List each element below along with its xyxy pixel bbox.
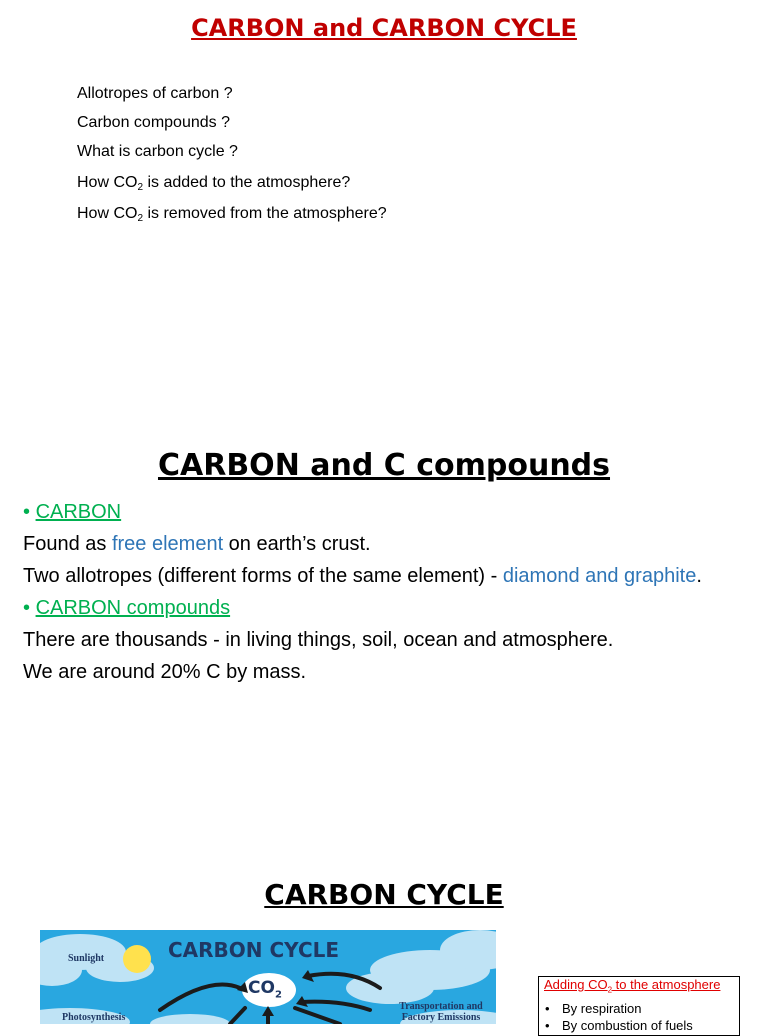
bullet-carbon: • CARBON bbox=[23, 501, 122, 523]
transport-emissions-label: Transportation and Factory Emissions bbox=[399, 1001, 483, 1023]
sunlight-label: Sunlight bbox=[68, 953, 105, 964]
bullet-carbon-compounds: • CARBON compounds bbox=[23, 597, 231, 619]
list-item: • By combustion of fuels bbox=[562, 1017, 739, 1034]
photosynthesis-label: Photosynthesis bbox=[62, 1012, 126, 1023]
slide2-title: CARBON and C compounds bbox=[157, 448, 611, 483]
co2-label: $CO_2$ bbox=[248, 978, 282, 1001]
line-thousands: There are thousands - in living things, soil, ocean and atmosphere. bbox=[23, 629, 614, 651]
line-twenty-percent: We are around 20% C by mass. bbox=[23, 661, 307, 683]
adding-co2-list bbox=[544, 1000, 739, 1034]
question-carbon-cycle: What is carbon cycle ? bbox=[77, 143, 238, 160]
question-compounds: Carbon compounds ? bbox=[77, 114, 230, 131]
question-allotropes: Allotropes of carbon ? bbox=[77, 85, 233, 102]
diagram-title: CARBON CYCLE bbox=[168, 938, 340, 962]
line-free-element: Found as free element on earth’s crust. bbox=[23, 533, 371, 555]
list-item: • By respiration bbox=[562, 1000, 739, 1017]
question-co2-added: How $CO_2$ is added to the atmosphere? bbox=[77, 174, 351, 193]
carbon-cycle-diagram bbox=[40, 930, 496, 1024]
line-allotropes: Two allotropes (different forms of the same element) - diamond and graphite. bbox=[23, 565, 702, 587]
adding-co2-heading: Adding $CO_2$ to the atmosphere bbox=[544, 977, 721, 995]
slide3-title: CARBON CYCLE bbox=[264, 878, 504, 911]
question-co2-removed: How $CO_2$ is removed from the atmosphere? bbox=[77, 205, 387, 224]
sun-icon bbox=[123, 945, 151, 973]
slide1-title: CARBON and CARBON CYCLE bbox=[191, 14, 577, 42]
adding-co2-box bbox=[538, 976, 740, 1036]
